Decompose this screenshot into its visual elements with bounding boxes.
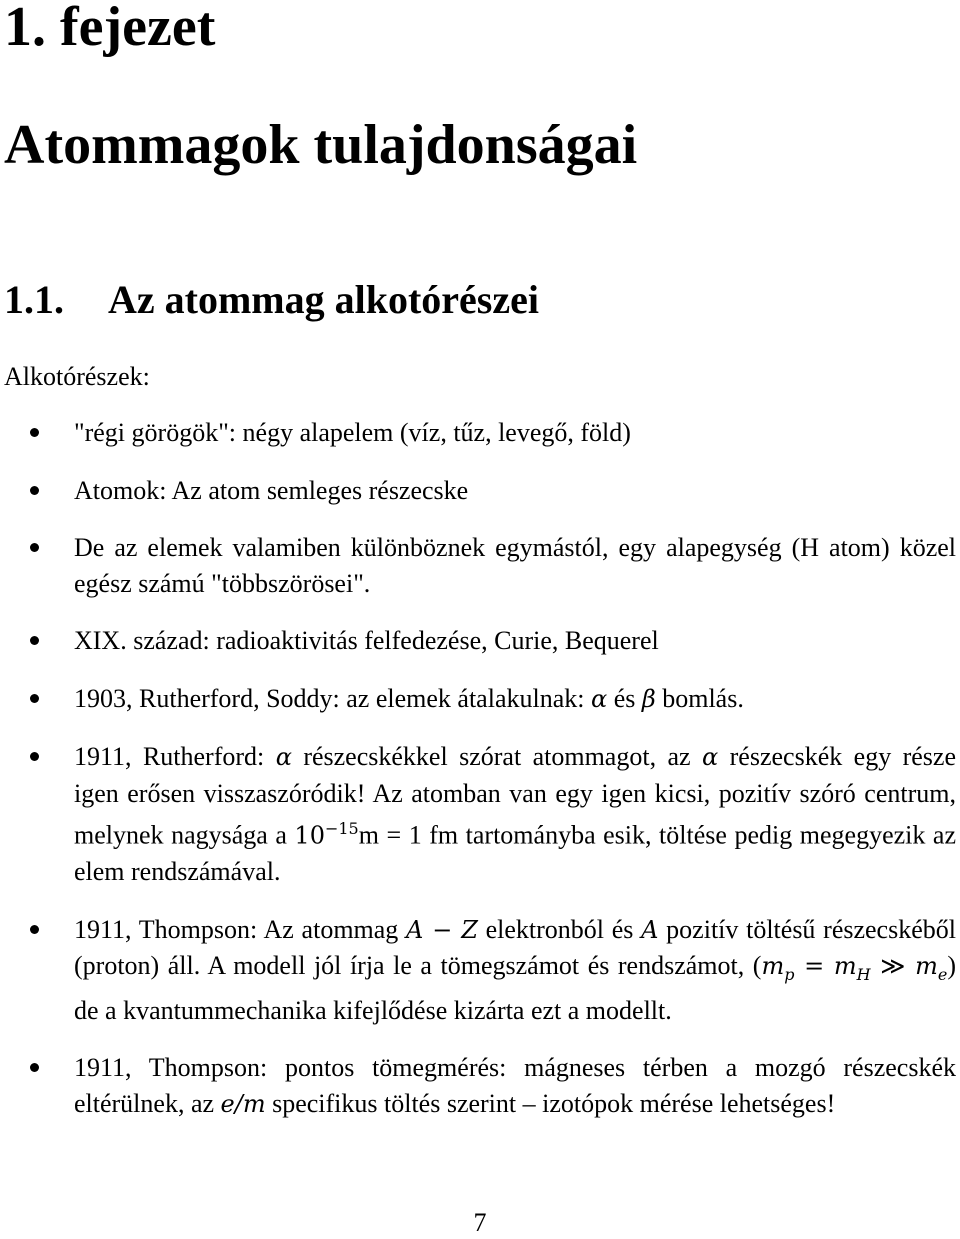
item-text: specifikus töltés szerint – izotópok mérése lehetséges! — [265, 1088, 836, 1118]
math-var-A: A — [406, 915, 424, 944]
math-var-m: m — [761, 952, 785, 981]
item-text: XIX. század: radioaktivitás felfedezése, Curie, Bequerel — [74, 626, 659, 655]
much-greater-sign: ≫ — [870, 952, 916, 981]
item-text: "régi görögök": négy alapelem (víz, tűz, levegő, föld) — [74, 418, 631, 447]
item-text: 1911, Thompson: Az atommag — [74, 914, 407, 944]
bullet-icon — [30, 543, 39, 552]
item-text: De az elemek valamiben különböznek egymástól, egy alapegység (H atom) közel egész számú "többszörösei". — [74, 533, 956, 598]
bullet-icon — [30, 428, 39, 437]
item-text: ) de a kvantummechanika kifejlődése kizárta ezt a modellt. — [74, 951, 956, 1025]
math-var-m: m — [915, 952, 938, 981]
charge-mass-ratio: e/m — [220, 1089, 266, 1118]
item-text: részecskékkel szórat atommagot, az — [291, 742, 702, 771]
subscript-e: e — [937, 965, 948, 985]
equals-sign: = — [794, 952, 834, 981]
list-item — [0, 623, 960, 659]
item-text: elektronból és — [477, 914, 642, 944]
item-text: 1903, Rutherford, Soddy: az elemek átalakulnak: — [74, 683, 591, 713]
beta-symbol: β — [641, 684, 656, 713]
bullet-icon — [30, 694, 39, 703]
section-heading — [4, 276, 539, 324]
power-exponent: −15 — [324, 819, 359, 838]
bullet-icon — [30, 486, 39, 495]
section-title: Az atommag alkotórészei — [108, 277, 539, 322]
subscript-h: H — [856, 965, 871, 985]
list-item — [0, 681, 960, 718]
bullet-list — [0, 415, 960, 1144]
bullet-icon — [30, 925, 39, 934]
math-var-Z: Z — [461, 915, 478, 944]
alpha-symbol: α — [702, 743, 719, 771]
item-text: Atomok: Az atom semleges részecske — [74, 475, 469, 505]
subscript-p: p — [784, 965, 795, 985]
list-item — [0, 912, 960, 1029]
chapter-label: 1. fejezet — [4, 0, 216, 58]
math-var-A: A — [641, 915, 659, 944]
list-item — [0, 415, 960, 451]
bullet-icon — [30, 752, 39, 761]
list-item — [0, 473, 960, 509]
bullet-icon — [30, 1063, 39, 1072]
item-text: pozitív töltésű részecskéből (proton) áll. A modell jól írja le a tömegszámot és rendszámot, ( — [74, 914, 956, 981]
bullet-icon — [30, 636, 39, 645]
math-var-m: m — [833, 952, 857, 981]
alpha-symbol: α — [590, 684, 608, 713]
item-text: és — [607, 683, 642, 713]
list-item — [0, 1050, 960, 1122]
chapter-title: Atommagok tulajdonságai — [4, 114, 638, 176]
item-text: részecskék egy része igen erősen visszaszóródik! Az atomban van egy igen kicsi, pozitív szóró centrum, melynek nagysága a — [74, 742, 957, 850]
page-number: 7 — [473, 1208, 487, 1237]
item-text: bomlás. — [655, 683, 744, 713]
power-base: 10 — [294, 821, 325, 850]
intro-text: Alkotórészek: — [4, 362, 150, 391]
section-number: 1.1. — [4, 277, 64, 322]
list-item — [0, 530, 960, 601]
item-text: 1911, Rutherford: — [74, 742, 276, 771]
item-text: 1911, Thompson: pontos tömegmérés: mágneses térben a mozgó részecskék eltérülnek, az — [74, 1053, 956, 1118]
minus-sign: − — [423, 915, 462, 944]
alpha-symbol: α — [275, 743, 292, 771]
item-text: m = 1 fm tartományba esik, töltése pedig megegyezik az elem rendszámával. — [74, 820, 956, 887]
list-item — [0, 739, 960, 890]
